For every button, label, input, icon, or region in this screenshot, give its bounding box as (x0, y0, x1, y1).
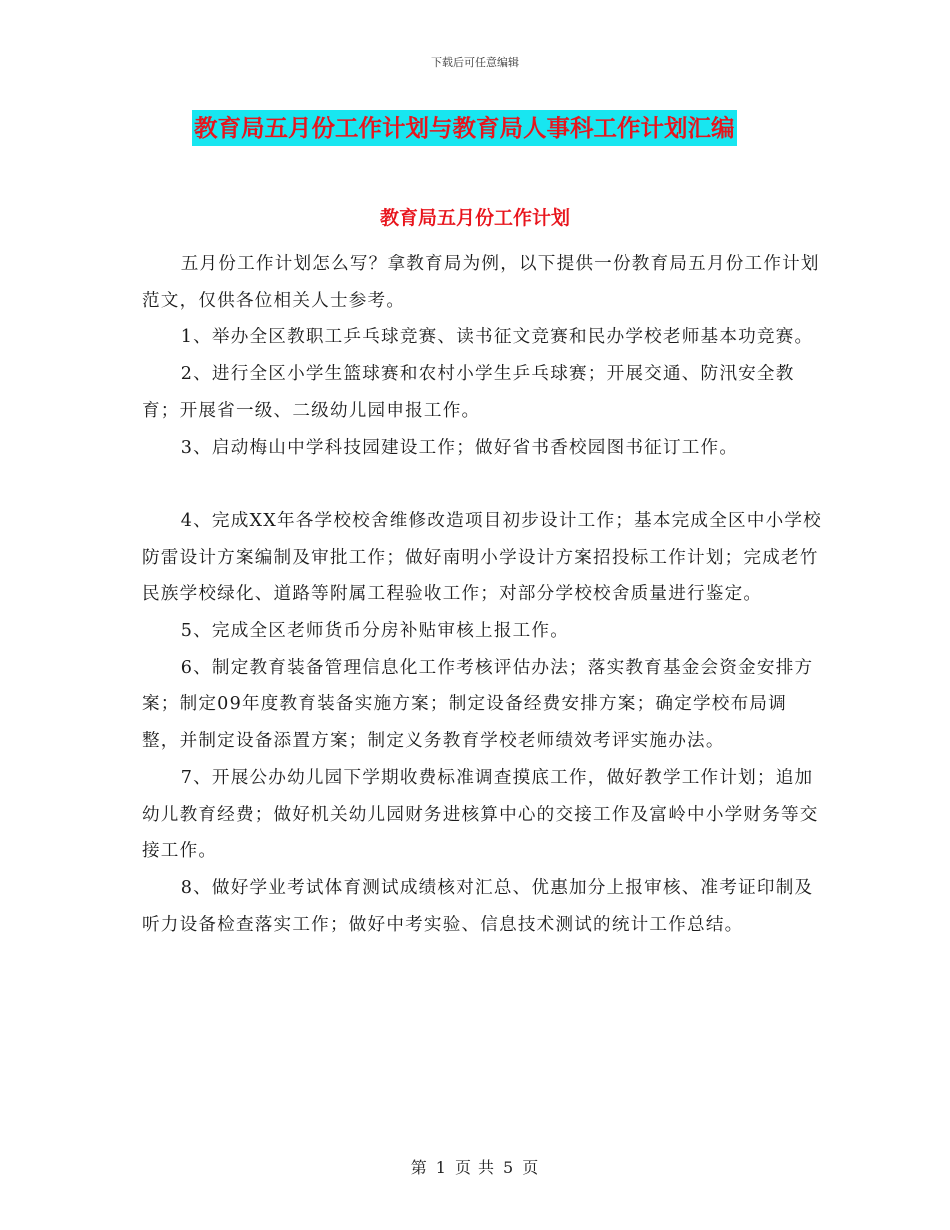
document-body (142, 246, 822, 943)
page-footer (0, 1155, 950, 1178)
paragraph-item-5: 5、完成全区老师货币分房补贴审核上报工作。 (180, 621, 569, 642)
paragraph-item-2: 2、进行全区小学生篮球赛和农村小学生乒乓球赛；开展交通、防汛安全教育；开展省一级、二级幼儿园申报工作。 (142, 364, 795, 421)
paragraph-item-4: 4、完成XX年各学校校舍维修改造项目初步设计工作；基本完成全区中小学校防雷设计方案编制及审批工作；做好南明小学设计方案招投标工作计划；完成老竹民族学校绿化、道路等附属工程验收工作；对部分学校校舍质量进行鉴定。 (142, 510, 822, 605)
paragraph-item-6: 6、制定教育装备管理信息化工作考核评估办法；落实教育基金会资金安排方案；制定09年度教育装备实施方案；制定设备经费安排方案；确定学校布局调整，并制定设备添置方案；制定义务教育学校老师绩效考评实施办法。 (142, 657, 814, 752)
header-note: 下载后可任意编辑 (431, 56, 519, 69)
page-suffix: 页 (522, 1158, 540, 1177)
paragraph-item-1: 1、举办全区教职工乒乓球竞赛、读书征文竞赛和民办学校老师基本功竞赛。 (180, 327, 814, 348)
paragraph-item-8: 8、做好学业考试体育测试成绩核对汇总、优惠加分上报审核、准考证印制及听力设备检查落实工作；做好中考实验、信息技术测试的统计工作总结。 (142, 877, 814, 935)
page-number-total: 5 (503, 1158, 515, 1177)
paragraph-spacer (142, 466, 822, 503)
paragraph-item-7: 7、开展公办幼儿园下学期收费标准调查摸底工作，做好教学工作计划；追加幼儿教育经费；做好机关幼儿园财务进核算中心的交接工作及富岭中小学财务等交接工作。 (142, 767, 819, 862)
document-title: 教育局五月份工作计划与教育局人事科工作计划汇编 (192, 110, 737, 146)
paragraph-item-3: 3、启动梅山中学科技园建设工作；做好省书香校园图书征订工作。 (180, 437, 739, 458)
page-middle: 页 共 (454, 1158, 496, 1177)
page-prefix: 第 (410, 1158, 428, 1177)
page-number-current: 1 (435, 1158, 447, 1177)
paragraph-intro: 五月份工作计划怎么写？拿教育局为例，以下提供一份教育局五月份工作计划范文，仅供各位相关人士参考。 (142, 254, 820, 311)
section-title: 教育局五月份工作计划 (379, 207, 570, 229)
